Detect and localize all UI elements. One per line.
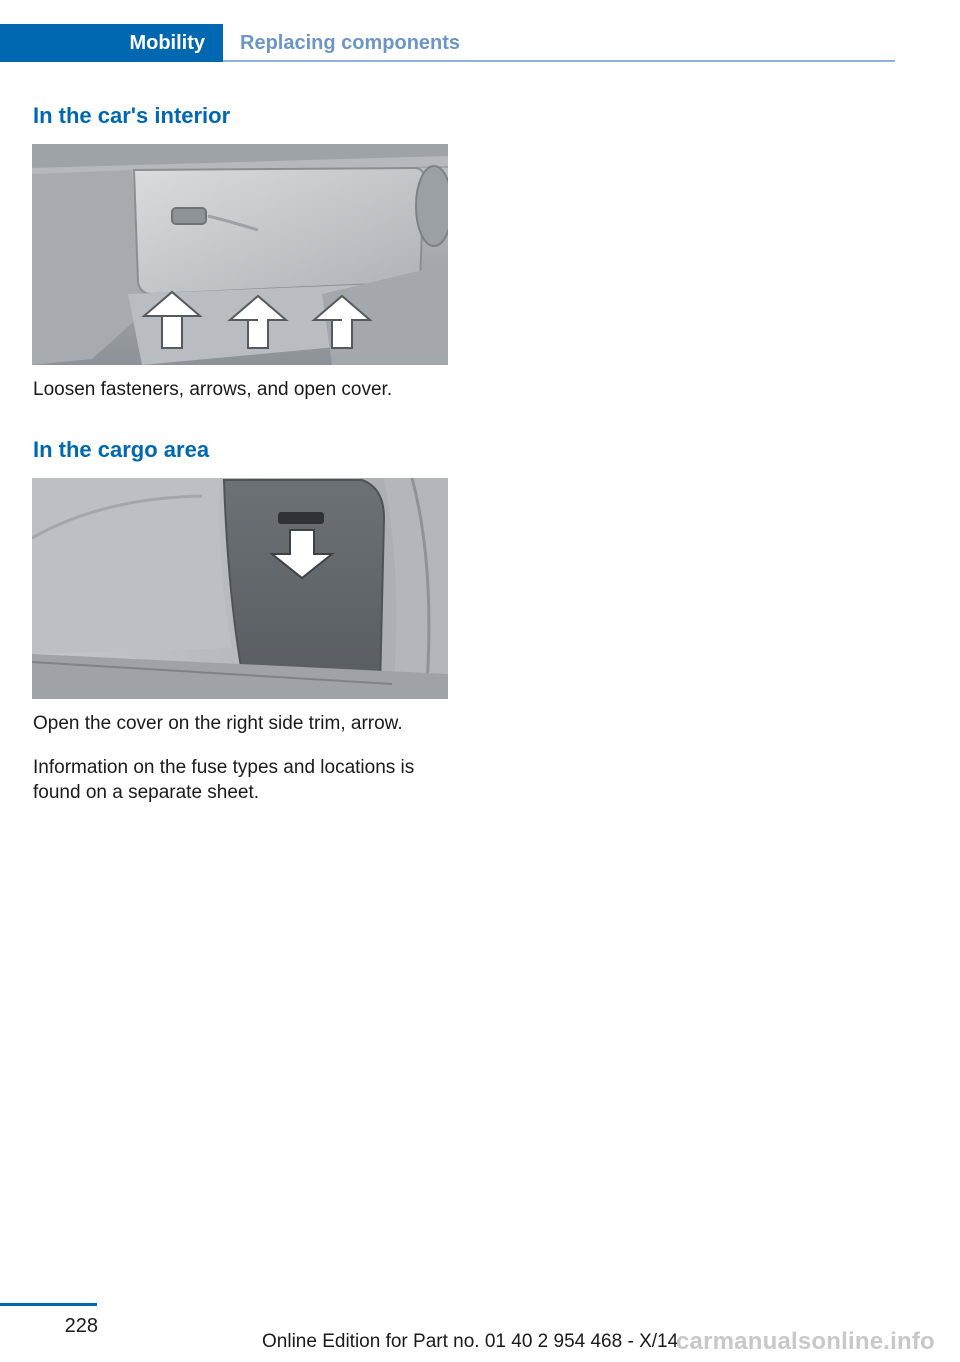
caption-interior: Loosen fasteners, arrows, and open cover. xyxy=(33,379,393,400)
page-number: 228 xyxy=(64,1315,98,1337)
heading-cars-interior: In the car's interior xyxy=(33,103,231,128)
heading-cargo-area: In the cargo area xyxy=(33,437,210,462)
edition-line: Online Edition for Part no. 01 40 2 954 468 - X/14 xyxy=(262,1331,679,1352)
chapter-tab-mobility[interactable]: Mobility xyxy=(0,24,223,62)
figure-glovebox-fasteners xyxy=(32,144,448,365)
header-divider xyxy=(223,60,895,62)
watermark-text: carmanualsonline.info xyxy=(676,1328,935,1355)
fuse-info-note: Information on the fuse types and locations is found on a separate sheet. xyxy=(33,757,415,803)
footer-rule xyxy=(0,1303,97,1306)
caption-cargo-area: Open the cover on the right side trim, arrow. xyxy=(33,713,403,734)
figure-cargo-trim-cover xyxy=(32,478,448,699)
chapter-header xyxy=(0,24,895,62)
section-tab-replacing-components[interactable]: Replacing components xyxy=(240,32,461,54)
